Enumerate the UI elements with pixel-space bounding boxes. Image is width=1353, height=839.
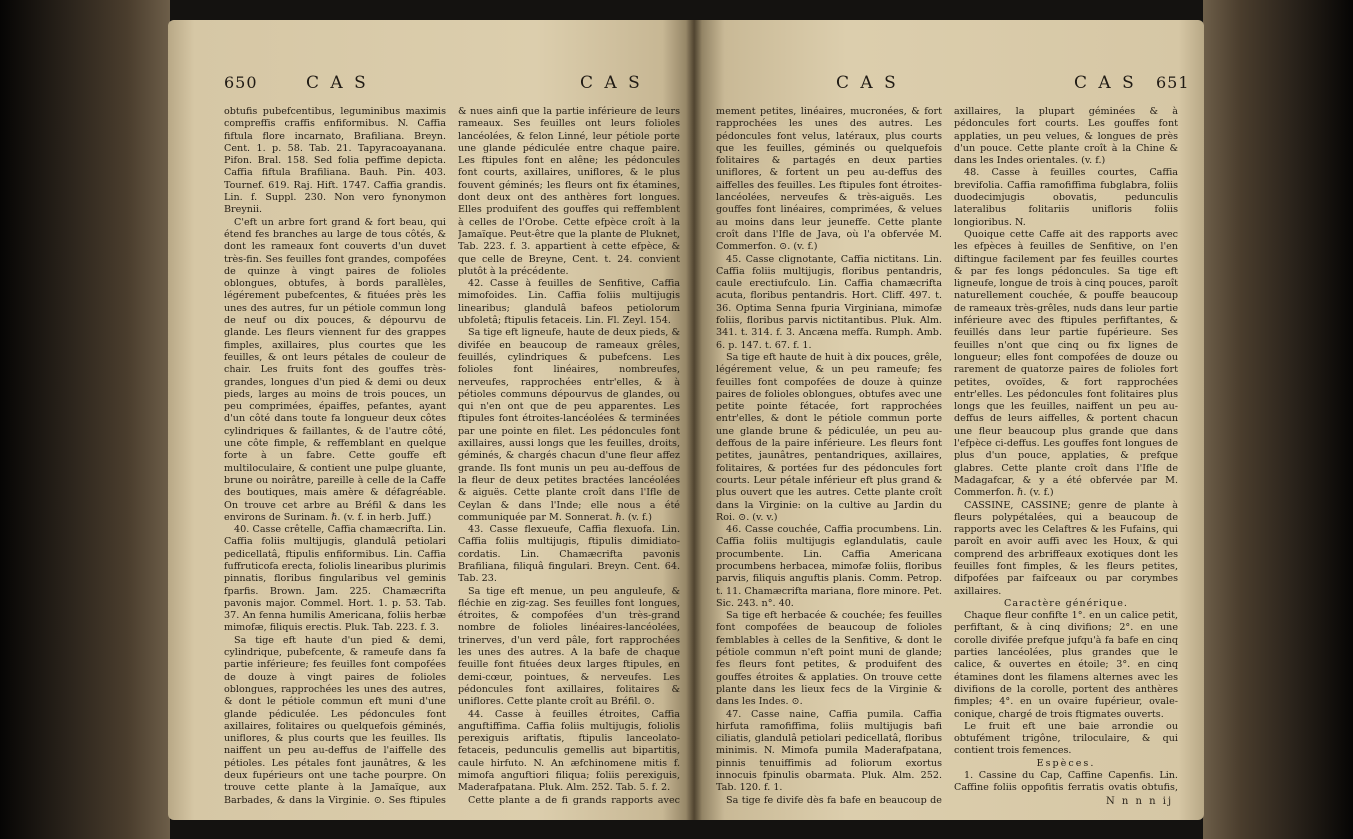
paragraph: 47. Casse naine, Caffia pumila. Caffia hirfuta ramofiffima, foliis multijugis bafi ciliatis, glandulâ petiolari pedicellatâ, floribus minimis. N. Mimofa pumila Maderafpatana, pinnis tenuiffimis ad foliorum exortus innocuis fpinulis obarmata. Pluk. Alm. 252. Tab. 120. f. 1. xyxy=(716,708,942,794)
paragraph: Sa tige eft herbacée & couchée; fes feuilles font compofées de beaucoup de folioles femblables à celles de la Senfitive, & dont le pétiole commun n'eft point muni de glande; fes fleurs font petites, & produifent des gouffes étroites & applaties. On trouve cette plante dans les lieux fecs de la Virginie & dans les Indes. ⊙. xyxy=(716,610,942,708)
right-page xyxy=(694,20,1204,820)
paragraph: obtufis pubefcentibus, leguminibus maximis compreffis craffis enfiformibus. N. Caffia fiftula flore incarnato, Brafiliana. Breyn. Cent. 1. p. 58. Tab. 21. Tapyracoayanana. Pifon. Bral. 158. Sed folia peffime depicta. Caffia fiftula Brafiliana. Bauh. Pin. 403. Tournef. 619. Raj. Hift. 1747. Caffia grandis. Lin. f. Suppl. 230. Non vero fynonymon Breynii. xyxy=(224,106,446,216)
paragraph: mement petites, linéaires, mucronées, & fort rapprochées les unes des autres. Les pédoncules font velus, latéraux, plus courts que les feuilles, géminés ou quelquefois folitaires & partagés en deux parties uniflores, & fortent un peu au-deffus des aiffelles des feuilles. Les ftipules font étroites-lancéolées, nerveufes & très-aiguës. Les gouffes font linéaires, comprimées, & velues au moins dans leur jeuneffe. Cette plante croît dans l'Ifle de Java, où l'a obfervée M. Commerfon. ⊙. (v. f.) xyxy=(716,106,942,253)
paragraph: 45. Casse clignotante, Caffia nictitans. Lin. Caffia foliis multijugis, floribus pentandris, caule erectiufculo. Lin. Caffia chamæcrifta acuta, floribus pentandris. Hort. Cliff. 497. t. 36. Optima Senna fpuria Virginiana, mimofæ foliis, floribus parvis nictitantibus. Pluk. Alm. 341. t. 314. f. 3. Ancæna meffa. Rumph. Amb. 6. p. 147. t. 67. f. 1. xyxy=(716,253,942,351)
running-title-right-col1: C A S xyxy=(836,73,899,93)
paragraph: Sa tige eft menue, un peu anguleufe, & fléchie en zig-zag. Ses feuilles font longues, étroites, & compofées d'un très-grand nombre de folioles linéaires-lancéolées, trinerves, d'un verd pâle, fort rapprochées les unes des autres. A la bafe de chaque feuille font fituées deux larges ftipules, en demi-cœur, pointues, & nerveufes. Les pédoncules font axillaires, folitaires & uniflores. Cette plante croît au Bréfil. ⊙. xyxy=(458,585,680,708)
paragraph: CASSINE, CASSINE; genre de plante à fleurs polypétalées, qui a beaucoup de rapports avec les Celaftres & les Fufains, qui paroît en avoir auffi avec les Houx, & qui comprend des arbriffeaux exotiques dont les feuilles font fimples, & les fleurs petites, difpofées par faifceaux ou par corymbes axillaires. xyxy=(954,499,1178,597)
left-page xyxy=(168,20,694,820)
left-page-column-2 xyxy=(458,106,680,806)
paragraph: Cette plante a de fi grands rapports avec xyxy=(468,794,680,806)
paragraph: Sa tige eft ligneufe, haute de deux pieds, & divifée en beaucoup de rameaux grêles, feuillés, cylindriques & pubefcens. Les folioles font linéaires, nombreufes, nerveufes, rapprochées entr'elles, & à pétioles communs dépourvus de glandes, ou qui n'en ont que de peu apparentes. Les ftipules font étroites-lancéolées & terminées par une pointe en filet. Les pédoncules font axillaires, aussi longs que les feuilles, droits, géminés, & chargés chacun d'une fleur affez grande. Ils font munis un peu au-deffous de la fleur de deux petites bractées lancéolées & aiguës. Cette plante croît dans l'Ifle de Ceylan & dans l'Inde; elle nous a été communiquée par M. Sonnerat. ℏ. (v. f.) xyxy=(458,327,680,523)
page-number-right: 651 xyxy=(1156,73,1190,92)
paragraph: Sa tige eft haute de huit à dix pouces, grêle, légérement velue, & un peu rameufe; fes feuilles font compofées de douze à quinze paires de folioles oblongues, obtufes avec une petite pointe fétacée, fort rapprochées entr'elles, & dont le pétiole commun porte une glande brune & pédiculée, un peu au-deffous de la paire inférieure. Les fleurs font petites, jaunâtres, pentandriques, axillaires, folitaires, & portées fur des pédoncules fort courts. Leur pétale inférieur eft plus grand & plus ouvert que les autres. Cette plante croît dans la Virginie: on la cultive au Jardin du Roi. ⊙. (v. v.) xyxy=(716,351,942,523)
paragraph: Chaque fleur confifte 1°. en un calice petit, perfiftant, & à cinq divifions; 2°. en une corolle divifée prefque jufqu'à fa bafe en cinq parties lancéolées, plus grandes que le calice, & ouvertes en étoile; 3°. en cinq étamines dont les filamens alternes avec les divifions de la corolle, portent des anthères fimples; 4°. en un ovaire fupérieur, ovale-conique, chargé de trois ftigmates ouverts. xyxy=(954,610,1178,720)
paragraph: Sa tige fe divife dès fa bafe en beaucoup de xyxy=(726,794,942,806)
book-edge-left xyxy=(0,0,170,839)
paragraph: 1. Cassine du Cap, Caffine Capenfis. Lin. Caffine foliis oppofitis ferratis ovatis obtufis, xyxy=(954,770,1178,792)
section-heading: Caractère générique. xyxy=(1004,597,1128,609)
paragraph: Quoique cette Caffe ait des rapports avec les efpèces à feuilles de Senfitive, on l'en diftingue facilement par fes feuilles courtes & par fes longs pédoncules. Sa tige eft ligneufe, longue de trois à cinq pouces, paroît naturellement couchée, & pouffe beaucoup de rameaux très-grêles, nuds dans leur partie inférieure avec des ftipules perfiftantes, & feuillés dans leur partie fupérieure. Ses feuilles n'ont que cinq ou fix lignes de longueur; elles font compofées de douze ou rarement de quatorze paires de folioles fort petites, ovoïdes, & fort rapprochées entr'elles. Les pédoncules font folitaires plus longs que les feuilles, naiffent un peu au-deffus de leurs aiffelles, & portent chacun une fleur beaucoup plus grande que dans l'efpèce ci-deffus. Les gouffes font longues de plus d'un pouce, applaties, & prefque glabres. Cette plante croît dans l'Ifle de Madagafcar, & y a été obfervée par M. Commerfon. ℏ. (v. f.) xyxy=(954,228,1178,499)
paragraph: 44. Casse à feuilles étroites, Caffia anguftiffima. Caffia foliis multijugis, foliolis perexiguis ariftatis, ftipulis lanceolato-fetaceis, pedunculis gemellis aut bipartitis, caule hirfuto. N. An æfchinomene mitis f. mimofa anguftiori filiqua; foliis perexiguis, Maderafpatana. Pluk. Alm. 252. Tab. 5. f. 2. xyxy=(458,708,680,794)
running-title-left-col1: C A S xyxy=(306,73,369,93)
right-page-column-1 xyxy=(716,106,942,806)
page-number-left: 650 xyxy=(224,73,258,92)
section-heading: Espèces. xyxy=(1036,757,1096,769)
paragraph: Sa tige eft haute d'un pied & demi, cylindrique, pubefcente, & rameufe dans fa partie inférieure; fes feuilles font compofées de douze à vingt paires de folioles oblongues, rapprochées les unes des autres, & dont le pétiole commun eft muni d'une glande pédiculée. Les pédoncules font axillaires, folitaires ou quelquefois géminés, uniflores, & plus courts que les feuilles. Ils naiffent un peu au-deffus de l'aiffelle des pétioles. Les pétales font jaunâtres, & les deux fupérieurs ont une tache pourpre. On trouve cette plante à la Jamaïque, aux Barbades, & dans la Virginie. ⊙. Ses ftipules xyxy=(224,634,446,806)
paragraph: Le fruit eft une baie arrondie ou obtufément trigône, triloculaire, & qui contient trois femences. xyxy=(954,720,1178,757)
paragraph: & nues ainfi que la partie inférieure de leurs rameaux. Ses feuilles ont leurs folioles lancéolées, & felon Linné, leur pétiole porte une glande pédiculée entre chaque paire. Les ftipules font en alêne; les pédoncules font courts, axillaires, uniflores, & le plus fouvent géminés; les fleurs ont fix étamines, dont deux ont des anthères fort longues. Elles produifent des gouffes qui reffemblent à celles de l'Orobe. Cette efpèce croît à la Jamaïque. Peut-être que la plante de Pluknet, Tab. 223. f. 3. appartient à cette efpèce, & que celle de Breyne, Cent. t. 24. convient plutôt à la précédente. xyxy=(458,106,680,277)
paragraph: axillaires, la plupart géminées & à pédoncules fort courts. Les gouffes font applaties, un peu velues, & longues de près d'un pouce. Cette plante croît à la Chine & dans les Indes orientales. (v. f.) xyxy=(954,106,1178,167)
book-edge-right xyxy=(1203,0,1353,839)
paragraph: 43. Casse flexueufe, Caffia flexuofa. Lin. Caffia foliis multijugis, ftipulis dimidiato-cordatis. Lin. Chamæcrifta pavonis Brafiliana, filiquâ fingulari. Breyn. Cent. 64. Tab. 23. xyxy=(458,524,680,585)
paragraph: C'eft un arbre fort grand & fort beau, qui étend fes branches au large de tous côtés, & dont les rameaux font couverts d'un duvet très-fin. Ses feuilles font grandes, compofées de quinze à vingt paires de folioles oblongues, obtufes, à bords parallèles, légérement pubefcentes, & fituées près les unes des autres, fur un pétiole commun long de neuf ou dix pouces, & dépourvu de glande. Les fleurs viennent fur des grappes fimples, axillaires, plus courtes que les feuilles, & ont leurs pétales de couleur de chair. Les fruits font des gouffes très-grandes, longues d'un pied & demi ou deux pieds, larges au moins de trois pouces, un peu comprimées, épaiffes, pefantes, ayant d'un côté dans toute fa longueur deux côtes cylindriques & faillantes, & de l'autre côté, une côte fimple, & reffemblant en quelque forte à un fabre. Cette gouffe eft multiloculaire, & contient une pulpe gluante, brune ou noirâtre, pareille à celle de la Caffe des boutiques, mais amère & défagréable. On trouve cet arbre au Bréfil & dans les environs de Surinam. ℏ. (v. f. in herb. Juff.) xyxy=(224,216,446,523)
book-gutter xyxy=(686,20,702,820)
right-page-header xyxy=(710,73,1190,101)
signature-mark: N n n n ij xyxy=(1106,796,1174,807)
right-page-column-2 xyxy=(954,106,1178,792)
left-page-header xyxy=(224,73,684,101)
running-title-right-col2: C A S xyxy=(1074,73,1137,93)
paragraph: 42. Casse à feuilles de Senfitive, Caffia mimofoides. Lin. Caffia foliis multijugis linearibus; glandulâ bafeos petiolorum ubfoletâ; ftipulis fetaceis. Lin. Fl. Zeyl. 154. xyxy=(458,278,680,327)
paragraph: 46. Casse couchée, Caffia procumbens. Lin. Caffia foliis multijugis eglandulatis, caule procumbente. Lin. Caffia Americana procumbens herbacea, mimofæ foliis, floribus parvis, filiquis anguftis planis. Comm. Petrop. t. 11. Chamæcrifta mariana, flore minore. Pet. Sic. 243. n°. 40. xyxy=(716,524,942,609)
paragraph: 48. Casse à feuilles courtes, Caffia brevifolia. Caffia ramofiffima fubglabra, foliis duodecimjugis obovatis, pedunculis lateralibus folitariis unifloris foliis longioribus. N. xyxy=(954,167,1178,228)
left-page-column-1 xyxy=(224,106,446,806)
paragraph: 40. Casse crêtelle, Caffia chamæcrifta. Lin. Caffia foliis multijugis, glandulâ petiolari pedicellatâ, ftipulis enfiformibus. Lin. Caffia fuffruticofa erecta, foliolis linearibus plurimis pinnatis, floribus fingularibus vel geminis fparfis. Brown. Jam. 225. Chamæcrifta pavonis major. Commel. Hort. 1. p. 53. Tab. 37. An fenna humilis Americana, foliis herbæ mimofæ, filiquis erectis. Pluk. Tab. 223. f. 3. xyxy=(224,524,446,634)
running-title-left-col2: C A S xyxy=(580,73,643,93)
